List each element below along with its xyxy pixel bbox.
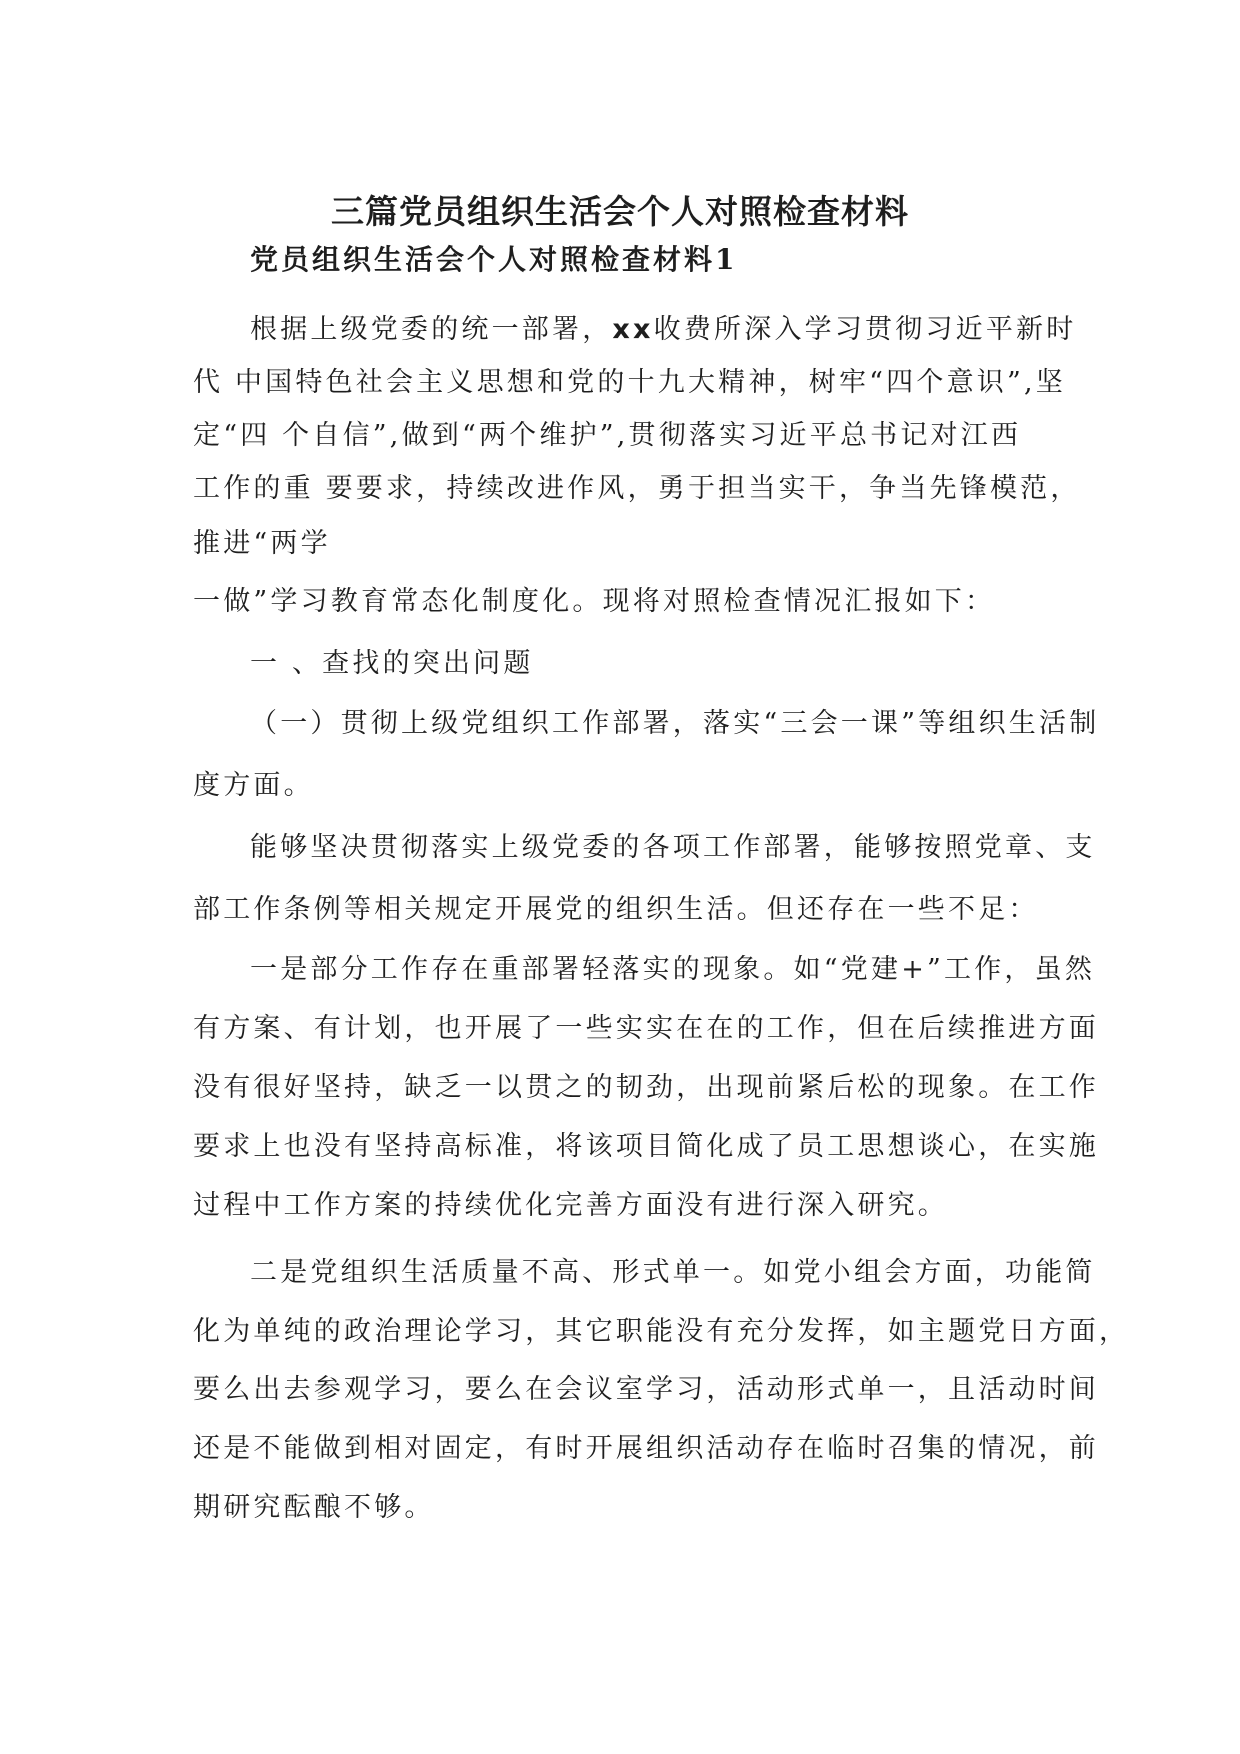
section-heading: 党员组织生活会个人对照检查材料1	[250, 243, 738, 276]
paragraph-line: （一）贯彻上级党组织工作部署，落实“三会一课”等组织生活制	[250, 708, 1100, 739]
paragraph-line: 期研究酝酿不够。	[193, 1492, 435, 1523]
line-text-pre: 根据上级党委的统一部署，	[250, 314, 613, 345]
paragraph-line: 二是党组织生活质量不高、形式单一。如党小组会方面，功能简	[250, 1257, 1096, 1288]
document-title: 三篇党员组织生活会个人对照检查材料	[331, 192, 909, 231]
paragraph-line: 一是部分工作存在重部署轻落实的现象。如“党建+”工作，虽然	[250, 954, 1096, 985]
paragraph-line: 化为单纯的政治理论学习，其它职能没有充分发挥，如主题党日方面，	[193, 1316, 1130, 1347]
paragraph-line: 有方案、有计划，也开展了一些实实在在的工作，但在后续推进方面	[193, 1013, 1099, 1044]
paragraph-line: 要么出去参观学习，要么在会议室学习，活动形式单一，且活动时间	[193, 1374, 1099, 1405]
line-text-post: 收费所深入学习贯彻习近平新时	[653, 314, 1077, 345]
paragraph-line: 部工作条例等相关规定开展党的组织生活。但还存在一些不足：	[193, 894, 1039, 925]
paragraph-line: 要求上也没有坚持高标准，将该项目简化成了员工思想谈心，在实施	[193, 1131, 1099, 1162]
paragraph-line: 一做”学习教育常态化制度化。现将对照检查情况汇报如下：	[193, 586, 996, 617]
paragraph-line: 定“四 个自信”,做到“两个维护”,贯彻落实习近平总书记对江西	[193, 420, 1022, 451]
line-text-bold: xx	[612, 314, 654, 345]
paragraph-line: 工作的重 要要求，持续改进作风，勇于担当实干，争当先锋模范，	[193, 473, 1081, 504]
paragraph-line	[250, 313, 1076, 347]
paragraph-line: 度方面。	[193, 770, 314, 801]
paragraph-line: 能够坚决贯彻落实上级党委的各项工作部署，能够按照党章、支	[250, 832, 1096, 863]
paragraph-line: 没有很好坚持，缺乏一以贯之的韧劲，出现前紧后松的现象。在工作	[193, 1072, 1099, 1103]
paragraph-line: 代 中国特色社会主义思想和党的十九大精神，树牢“四个意识”,坚	[193, 367, 1066, 398]
section-heading-line: 一 、查找的突出问题	[250, 648, 534, 679]
paragraph-line: 推进“两学	[193, 528, 331, 559]
paragraph-line: 过程中工作方案的持续优化完善方面没有进行深入研究。	[193, 1190, 948, 1221]
paragraph-line: 还是不能做到相对固定，有时开展组织活动存在临时召集的情况，前	[193, 1433, 1099, 1464]
